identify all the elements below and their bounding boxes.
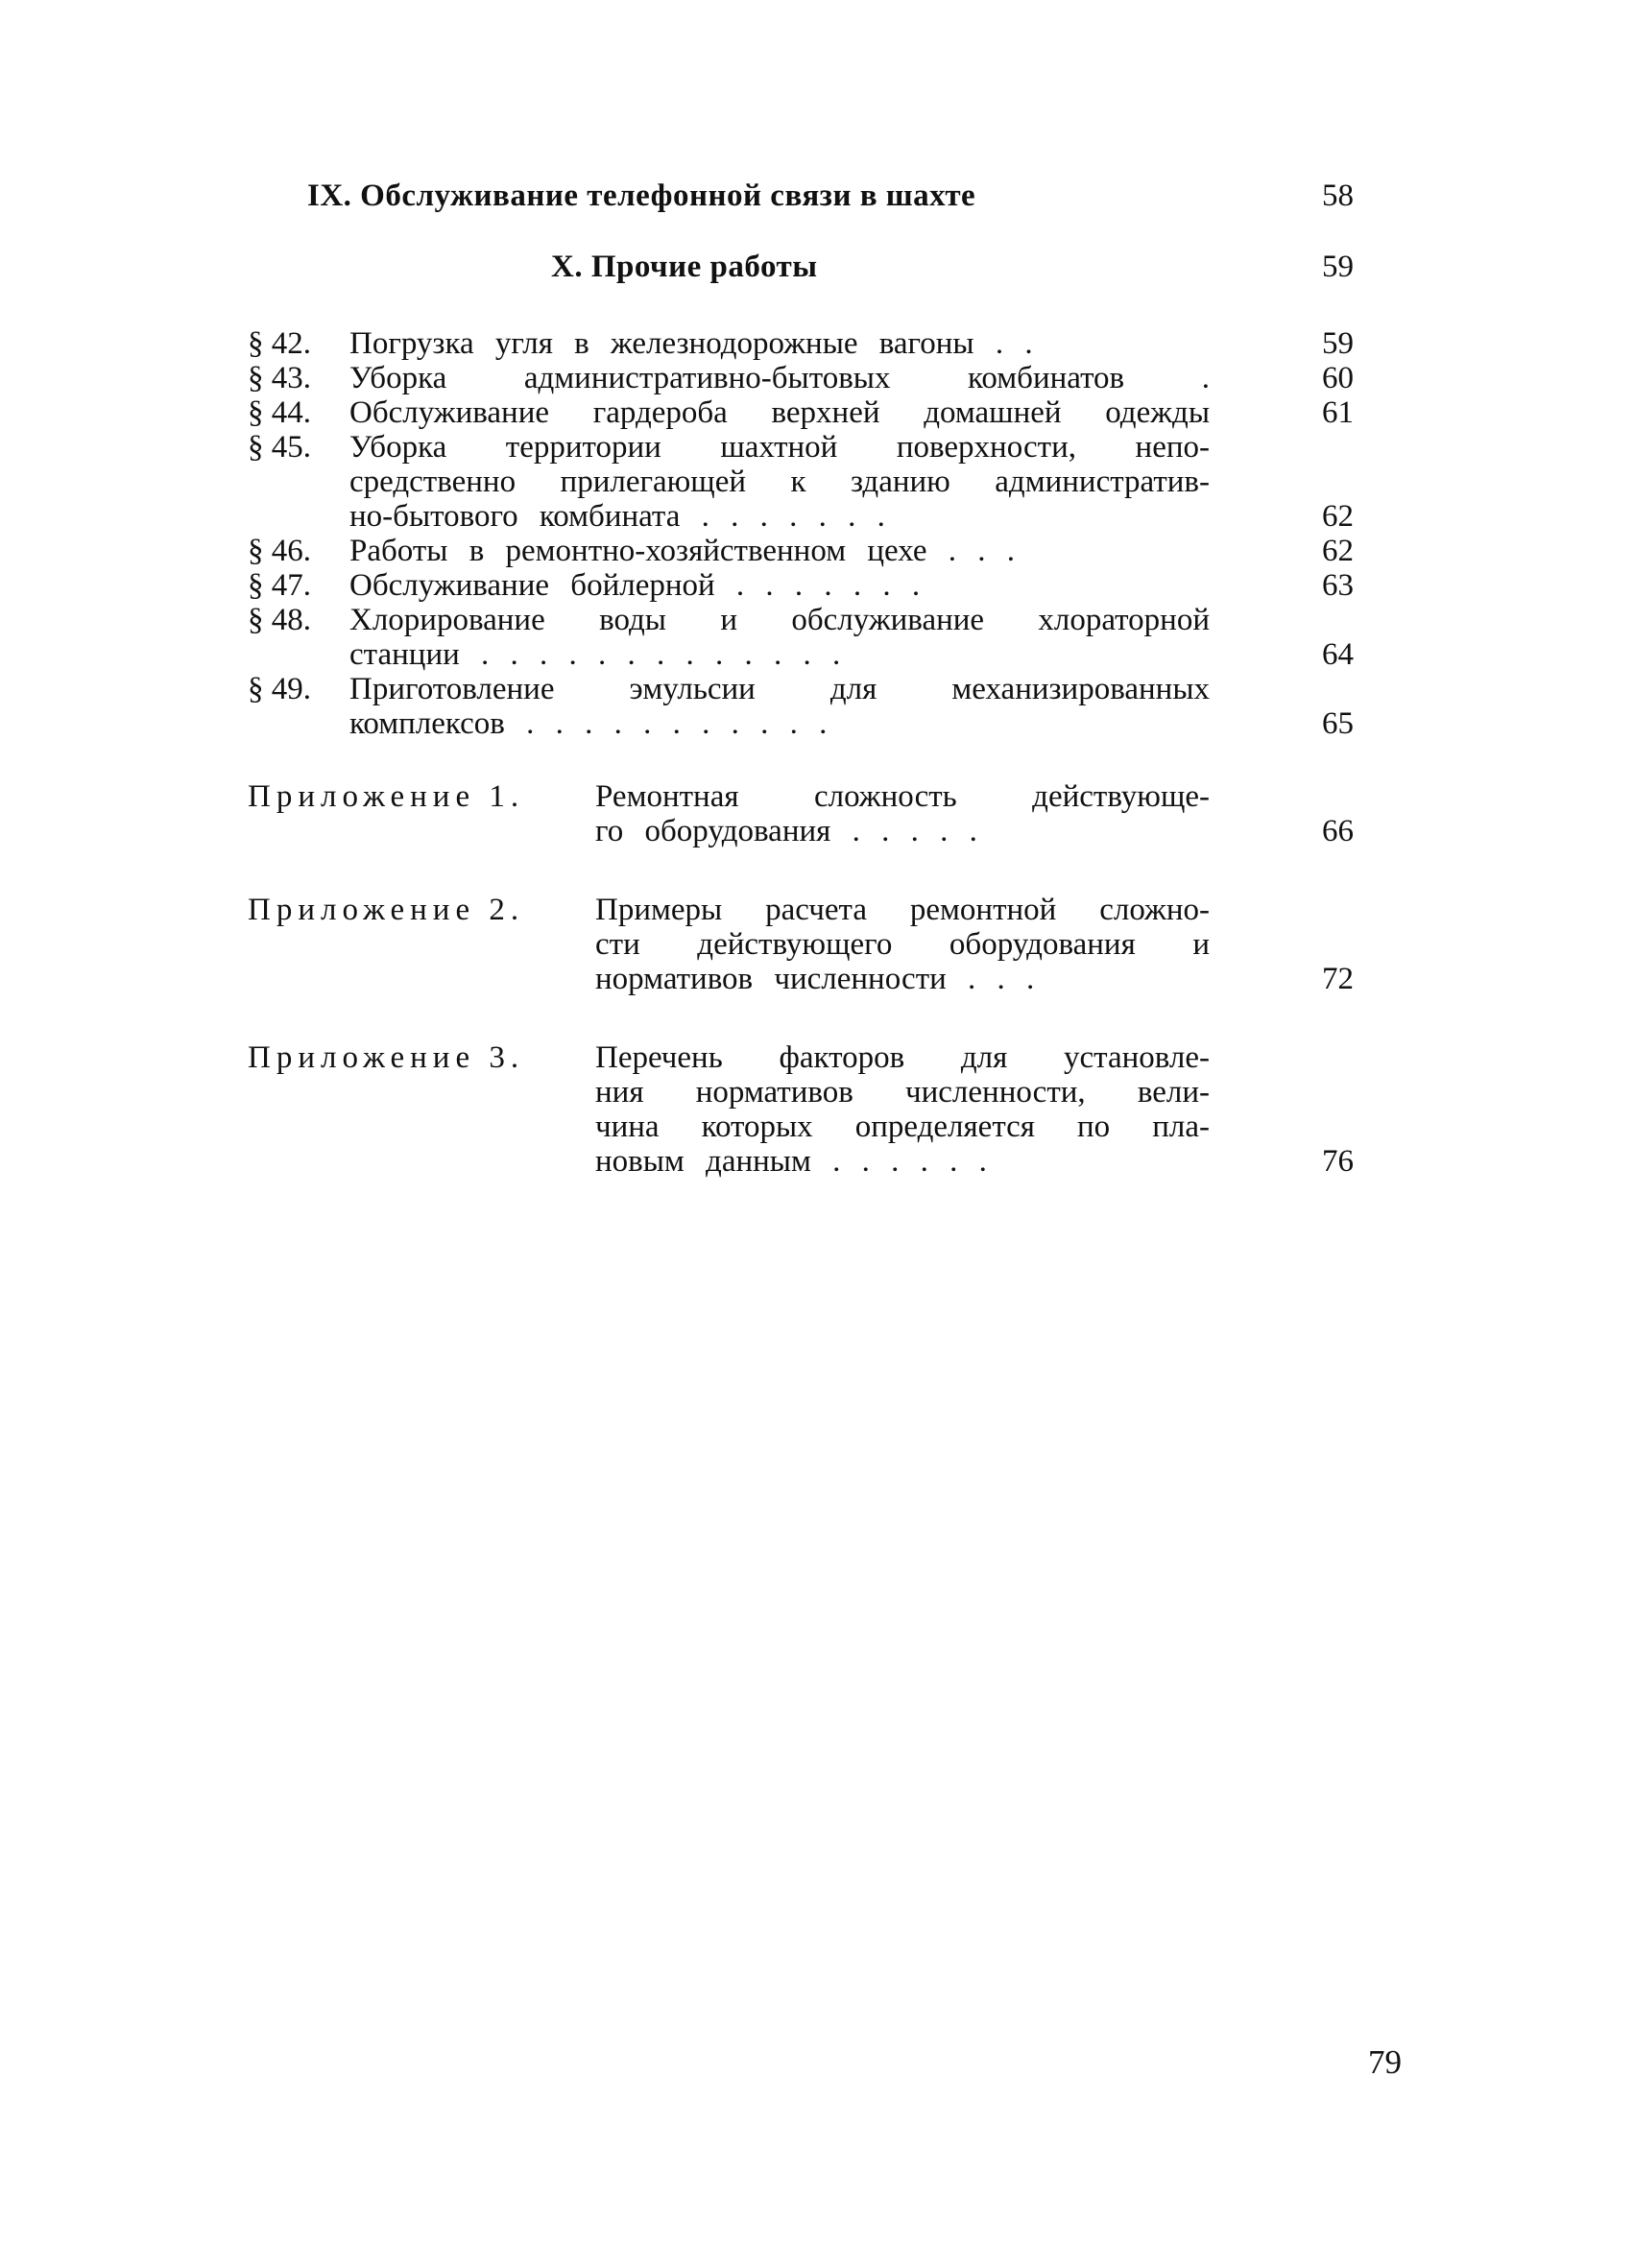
- section-49-number: § 49.: [248, 672, 311, 706]
- appendix-3-label: Приложение 3.: [248, 1040, 525, 1075]
- chapter-ix-page: 58: [1322, 179, 1354, 213]
- section-42-line-1: Погрузка угля в железнодорожные вагоны . .: [349, 326, 1033, 361]
- chapter-ix-title: IX. Обслуживание телефонной связи в шахте: [307, 179, 976, 213]
- appendix-2-label: Приложение 2.: [248, 893, 525, 927]
- page-number: 79: [1368, 2043, 1402, 2081]
- section-45-line-1: Уборка территории шахтной поверхности, непо-: [349, 430, 1210, 465]
- chapter-x-page: 59: [1322, 250, 1354, 284]
- appendix-3-page: 76: [1322, 1144, 1354, 1179]
- section-49-page: 65: [1322, 706, 1354, 741]
- section-45-line-2: средственно прилегающей к зданию административ-: [349, 465, 1210, 499]
- section-48-line-1: Хлорирование воды и обслуживание хлораторной: [349, 603, 1210, 637]
- section-46-page: 62: [1322, 534, 1354, 568]
- appendix-1-page: 66: [1322, 814, 1354, 848]
- section-47-page: 63: [1322, 568, 1354, 603]
- appendix-3-line-3: чина которых определяется по пла-: [595, 1110, 1210, 1144]
- section-48-line-2: станции . . . . . . . . . . . . .: [349, 637, 841, 672]
- section-48-number: § 48.: [248, 603, 311, 637]
- section-49-line-2: комплексов . . . . . . . . . . .: [349, 706, 828, 741]
- section-44-page: 61: [1322, 395, 1354, 430]
- section-49-line-1: Приготовление эмульсии для механизированных: [349, 672, 1210, 706]
- appendix-2-page: 72: [1322, 962, 1354, 996]
- section-44-line-1: Обслуживание гардероба верхней домашней одежды: [349, 395, 1210, 430]
- section-47-line-1: Обслуживание бойлерной . . . . . . .: [349, 568, 921, 603]
- chapter-x-title: X. Прочие работы: [551, 250, 818, 284]
- section-44-number: § 44.: [248, 395, 311, 430]
- section-47-number: § 47.: [248, 568, 311, 603]
- section-46-line-1: Работы в ремонтно-хозяйственном цехе . . .: [349, 534, 1016, 568]
- section-43-page: 60: [1322, 361, 1354, 395]
- section-46-number: § 46.: [248, 534, 311, 568]
- appendix-1-line-2: го оборудования . . . . .: [595, 814, 977, 848]
- appendix-3-line-1: Перечень факторов для установле-: [595, 1040, 1210, 1075]
- section-43-line-1: Уборка административно-бытовых комбинатов .: [349, 361, 1210, 395]
- appendix-2-line-2: сти действующего оборудования и: [595, 927, 1210, 962]
- appendix-1-line-1: Ремонтная сложность действующе-: [595, 779, 1210, 814]
- appendix-2-line-1: Примеры расчета ремонтной сложно-: [595, 893, 1210, 927]
- section-45-line-3: но-бытового комбината . . . . . . .: [349, 499, 885, 534]
- section-48-page: 64: [1322, 637, 1354, 672]
- appendix-3-line-4: новым данным . . . . . .: [595, 1144, 987, 1179]
- section-45-number: § 45.: [248, 430, 311, 465]
- section-42-number: § 42.: [248, 326, 311, 361]
- section-45-page: 62: [1322, 499, 1354, 534]
- section-42-page: 59: [1322, 326, 1354, 361]
- appendix-2-line-3: нормативов численности . . .: [595, 962, 1035, 996]
- appendix-1-label: Приложение 1.: [248, 779, 525, 814]
- appendix-3-line-2: ния нормативов численности, вели-: [595, 1075, 1210, 1110]
- section-43-number: § 43.: [248, 361, 311, 395]
